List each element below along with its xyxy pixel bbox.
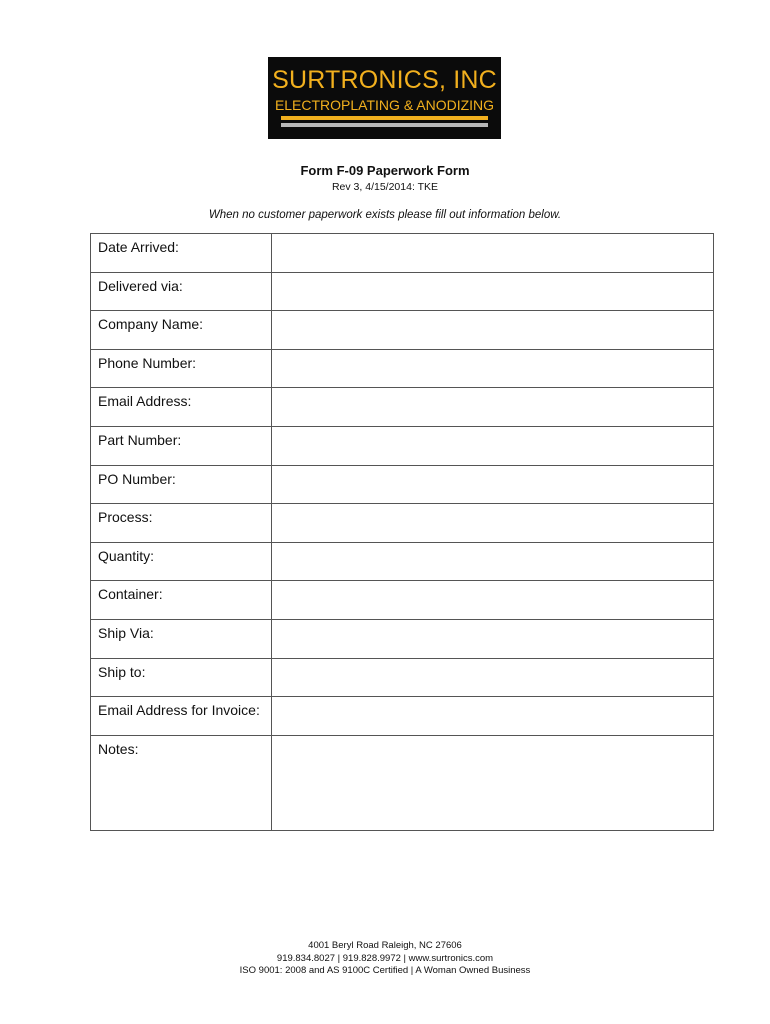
form-row-container [91,581,714,620]
paperwork-form-table [90,233,714,831]
field-value-cell [272,388,714,427]
process-field[interactable] [272,504,713,519]
quantity-field[interactable] [272,543,713,558]
footer-contact: 919.834.8027 | 919.828.9972 | www.surtronics.com [276,952,494,964]
form-row-quantity [91,542,714,581]
field-value-cell [272,542,714,581]
field-label: Phone Number: [91,349,272,388]
delivered-via-field[interactable] [272,273,713,288]
form-row-notes [91,735,714,830]
form-row-delivered-via [91,272,714,311]
field-value-cell [272,465,714,504]
field-value-cell [272,426,714,465]
ship-via-field[interactable] [272,620,713,635]
logo-title: SURTRONICS, INC [272,66,497,94]
field-value-cell [272,349,714,388]
form-row-ship-to [91,658,714,697]
form-row-po-number [91,465,714,504]
field-label: Email Address for Invoice: [91,697,272,736]
form-title: Form F-09 Paperwork Form [300,163,470,178]
field-label: Process: [91,504,272,543]
field-label: Company Name: [91,311,272,350]
field-label: Quantity: [91,542,272,581]
form-row-date-arrived [91,234,714,273]
logo-subtitle: ELECTROPLATING & ANODIZING [274,97,495,113]
form-row-phone-number [91,349,714,388]
field-value-cell [272,697,714,736]
field-value-cell [272,658,714,697]
field-value-cell [272,581,714,620]
po-number-field[interactable] [272,466,713,481]
invoice-email-field[interactable] [272,697,713,712]
field-label: Ship to: [91,658,272,697]
form-row-ship-via [91,619,714,658]
form-row-part-number [91,426,714,465]
company-logo [268,57,501,139]
field-value-cell [272,619,714,658]
field-value-cell [272,272,714,311]
email-address-field[interactable] [272,388,713,403]
date-arrived-field[interactable] [272,234,713,249]
field-value-cell [272,735,714,830]
field-label: Delivered via: [91,272,272,311]
field-label: Date Arrived: [91,234,272,273]
form-row-email-address [91,388,714,427]
phone-number-field[interactable] [272,350,713,365]
form-row-invoice-email [91,697,714,736]
field-label: Part Number: [91,426,272,465]
field-value-cell [272,234,714,273]
company-name-field[interactable] [272,311,713,326]
page-footer [0,940,770,978]
footer-address: 4001 Beryl Road Raleigh, NC 27606 [308,940,462,951]
part-number-field[interactable] [272,427,713,442]
field-label: Notes: [91,735,272,830]
footer-certifications: ISO 9001: 2008 and AS 9100C Certified | A Woman Owned Business [239,965,531,976]
ship-to-field[interactable] [272,659,713,674]
container-field[interactable] [272,581,713,596]
form-row-process [91,504,714,543]
logo-gold-stripe [281,116,488,120]
notes-field[interactable] [272,736,713,772]
field-value-cell [272,311,714,350]
field-label: Ship Via: [91,619,272,658]
field-label: PO Number: [91,465,272,504]
field-label: Email Address: [91,388,272,427]
logo-gray-stripe [281,123,488,127]
form-row-company-name [91,311,714,350]
form-instruction: When no customer paperwork exists please fill out information below. [208,209,562,221]
field-value-cell [272,504,714,543]
form-revision: Rev 3, 4/15/2014: TKE [331,181,439,193]
field-label: Container: [91,581,272,620]
